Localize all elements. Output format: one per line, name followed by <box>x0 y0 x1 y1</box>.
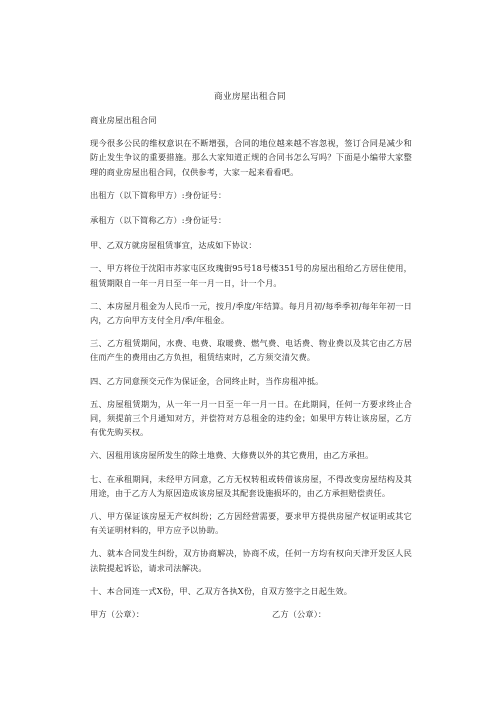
document-body <box>90 113 412 621</box>
clause-5: 五、房屋租赁期为，从一年一月一日至一年一月一日。在此期间，任何一方要求终止合同，须提前三个月通知对方，并偿符对方总租金的违约金；如果甲方转让该房屋，乙方有优先购买权。 <box>90 398 412 438</box>
signature-row <box>90 607 412 621</box>
party-a-signature: 甲方（公章）： <box>90 609 145 620</box>
paragraph-lessor: 出租方（以下简称甲方）:身份证号： <box>90 189 227 200</box>
clause-8: 八、甲方保证该房屋无产权纠纷；乙方因经营需要，要求甲方提供房屋产权证明或其它有关证明材料的，甲方应予以协助。 <box>90 511 412 536</box>
document-title: 商业房屋出租合同 <box>214 92 286 102</box>
clause-4: 四、乙方同意预交元作为保证金，合同终止时，当作房租冲抵。 <box>90 375 324 386</box>
clause-3: 三、乙方租赁期间，水费、电费、取暖费、燃气费、电话费、物业费以及其它由乙方居住而产生的费用由乙方负担，租赁结束时，乙方须交清欠费。 <box>90 338 412 363</box>
clause-2: 二、本房屋月租金为人民币一元，按月/季度/年结算。每月月初/每季季初/每年年初一日内，乙方向甲方支付全月/季/年租金。 <box>90 300 412 326</box>
clause-6: 六、因租用该房屋所发生的除土地费、大修费以外的其它费用，由乙方承担。 <box>90 450 374 461</box>
paragraph-heading: 商业房屋出租合同 <box>90 115 157 125</box>
clause-10: 十、本合同连一式X份，甲、乙双方各执X份，自双方签字之日起生效。 <box>90 585 353 596</box>
party-b-signature: 乙方（公章）： <box>272 609 327 620</box>
paragraph-agreement: 甲、乙双方就房屋租赁事宜，达成如下协议： <box>90 240 257 251</box>
clause-7: 七、在承租期间，未经甲方同意，乙方无权转租或转借该房屋，不得改变房屋结构及其用途，由于乙方人为原因造成该房屋及其配套设施损坏的，由乙方承担赔偿责任。 <box>90 473 412 498</box>
paragraph-intro: 现今很多公民的维权意识在不断增强，合同的地位越来越不容忽视，签订合同是减少和防止发生争议的重要措施。那么大家知道正规的合同书怎么写吗？下面是小编带大家整理的商业房屋出租合同，仅供参考，大家一起来看看吧。 <box>90 138 412 177</box>
paragraph-lessee: 承租方（以下简称乙方）:身份证号： <box>90 215 227 226</box>
clause-1: 一、甲方将位于沈阳市苏家屯区玫瑰街95号18号楼351号的房屋出租给乙方居住使用，租赁期限自一年一月日至一年一月一日，计一个月。 <box>90 263 412 288</box>
clause-9: 九、就本合同发生纠纷，双方协商解决，协商不成，任何一方均有权向天津开发区人民法院提起诉讼，请求司法解决。 <box>90 548 412 573</box>
